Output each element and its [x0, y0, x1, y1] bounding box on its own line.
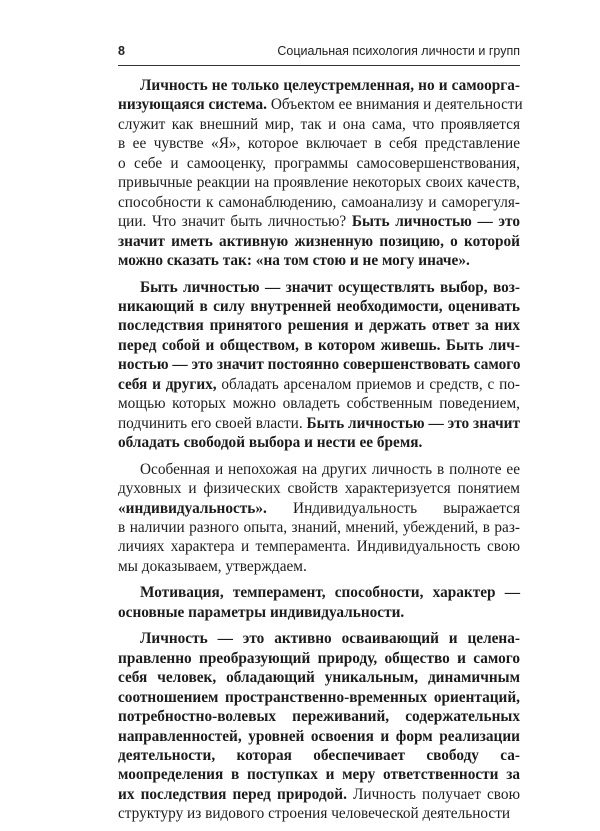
paragraph	[118, 460, 520, 577]
bold-text: низующаяся система.	[118, 96, 268, 114]
bold-text: ностью — это значит постоянно совершенствовать самого	[118, 356, 521, 374]
paragraph	[118, 278, 520, 453]
bold-text: деятельности, которая обеспечивает свободу са-	[118, 746, 520, 764]
text-line	[118, 232, 520, 251]
text-line	[118, 154, 520, 173]
text-line	[118, 212, 520, 231]
regular-text: подчинить его своей власти.	[118, 414, 307, 432]
regular-text: духовных и физических свойств характеризуется понятием	[118, 480, 520, 498]
bold-text: основные параметры индивидуальности.	[118, 603, 405, 621]
regular-text: личиях характера и темперамента. Индивидуальность свою	[118, 538, 520, 556]
text-line	[118, 583, 520, 602]
text-line	[118, 115, 520, 134]
text-line	[118, 804, 520, 823]
text-line	[118, 668, 520, 687]
regular-text: способности к самонаблюдению, самоанализу и саморегуля-	[118, 193, 520, 211]
bold-text: Личность не только целеустремленная, но и самоорга-	[140, 77, 520, 94]
text-line	[118, 765, 520, 784]
regular-text: в ее чувстве «Я», которое включает в себя представление	[118, 135, 520, 153]
bold-text: последствия принятого решения и держать ответ за них	[118, 317, 520, 335]
regular-text: обладать арсеналом приемов и средств, с по-	[216, 375, 520, 393]
regular-text: служит как внешний мир, так и она сама, что проявляется	[118, 115, 520, 133]
text-line	[118, 785, 520, 804]
text-line	[118, 297, 520, 316]
text-line	[118, 394, 520, 413]
regular-text: Объектом ее внимания и деятельности	[267, 96, 523, 114]
regular-text: привычные реакции на проявление некоторых своих качеств,	[118, 174, 520, 192]
page-header	[118, 40, 520, 66]
regular-text: структуру из видового строения человеческой деятельности	[118, 805, 511, 823]
text-line	[118, 251, 520, 270]
text-line	[118, 375, 520, 394]
text-line	[118, 316, 520, 335]
regular-text: Индивидуальность выражается	[266, 499, 520, 517]
bold-text: значит иметь активную жизненную позицию, о которой	[118, 232, 520, 250]
text-line	[118, 95, 523, 114]
bold-text: обладать свободой выбора и нести ее бремя.	[118, 434, 423, 452]
text-line	[118, 479, 520, 498]
text-line	[118, 278, 520, 297]
bold-text: Быть личностью — это значит	[306, 414, 520, 432]
text-line	[118, 649, 520, 668]
text-line	[118, 707, 520, 726]
text-line	[118, 193, 520, 212]
regular-text: о себе и самооценку, программы самосовершенствования,	[118, 154, 520, 172]
text-line	[118, 518, 520, 537]
regular-text: Особенная и непохожая на других личность в полноте ее	[140, 460, 520, 478]
text-line	[118, 629, 520, 648]
bold-text: никающий в силу внутренней необходимости, оценивать	[118, 297, 520, 315]
page-number: 8	[118, 44, 125, 58]
bold-text: направленностей, уровней освоения и форм реализации	[118, 727, 520, 745]
paragraph	[118, 76, 523, 271]
text-line	[118, 603, 520, 622]
bold-text: их последствия перед природой.	[118, 785, 347, 803]
regular-text: ции. Что значит быть личностью?	[118, 213, 352, 231]
text-line	[118, 746, 520, 765]
bold-text: себя и других,	[118, 375, 217, 393]
bold-text: Быть личностью — это	[351, 213, 520, 231]
text-line	[118, 76, 520, 95]
bold-text: соотношением пространственно-временных ориентаций,	[118, 688, 520, 706]
text-line	[118, 173, 520, 192]
text-line	[118, 336, 520, 355]
text-line	[118, 134, 520, 153]
bold-text: «индивидуальность».	[118, 499, 267, 517]
regular-text: мощью которых можно овладеть собственным поведением,	[118, 395, 520, 413]
bold-text: Личность — это активно осваивающий и целена-	[140, 630, 520, 648]
text-line	[118, 537, 520, 556]
regular-text: в наличии разного опыта, знаний, мнений, убеждений, в раз-	[118, 518, 520, 536]
text-line	[118, 355, 520, 374]
text-line	[118, 433, 520, 452]
regular-text: мы доказываем, утверждаем.	[118, 557, 307, 575]
text-line	[118, 414, 520, 433]
body-text	[118, 76, 523, 831]
text-line	[118, 460, 520, 479]
bold-text: Мотивация, темперамент, способности, характер —	[140, 584, 520, 602]
text-line	[118, 688, 520, 707]
bold-text: себя человек, обладающий уникальным, динамичным	[118, 669, 520, 687]
bold-text: правленно преобразующий природу, общество и самого	[118, 649, 520, 667]
bold-text: потребностно-волевых переживаний, содержательных	[118, 708, 520, 726]
bold-text: перед собой и обществом, в котором живешь. Быть лич-	[118, 336, 520, 354]
bold-text: Быть личностью — значит осуществлять выбор, воз-	[140, 278, 520, 296]
text-line	[118, 727, 520, 746]
regular-text: Личность получает свою	[346, 785, 520, 803]
text-line	[118, 557, 520, 576]
text-line	[118, 499, 520, 518]
paragraph	[118, 583, 520, 622]
header-rule	[118, 65, 520, 66]
bold-text: можно сказать так: «на том стою и не могу иначе».	[118, 252, 470, 270]
paragraph	[118, 629, 520, 824]
running-title: Социальная психология личности и групп	[277, 44, 520, 58]
bold-text: моопределения в поступках и меру ответственности за	[118, 766, 520, 784]
